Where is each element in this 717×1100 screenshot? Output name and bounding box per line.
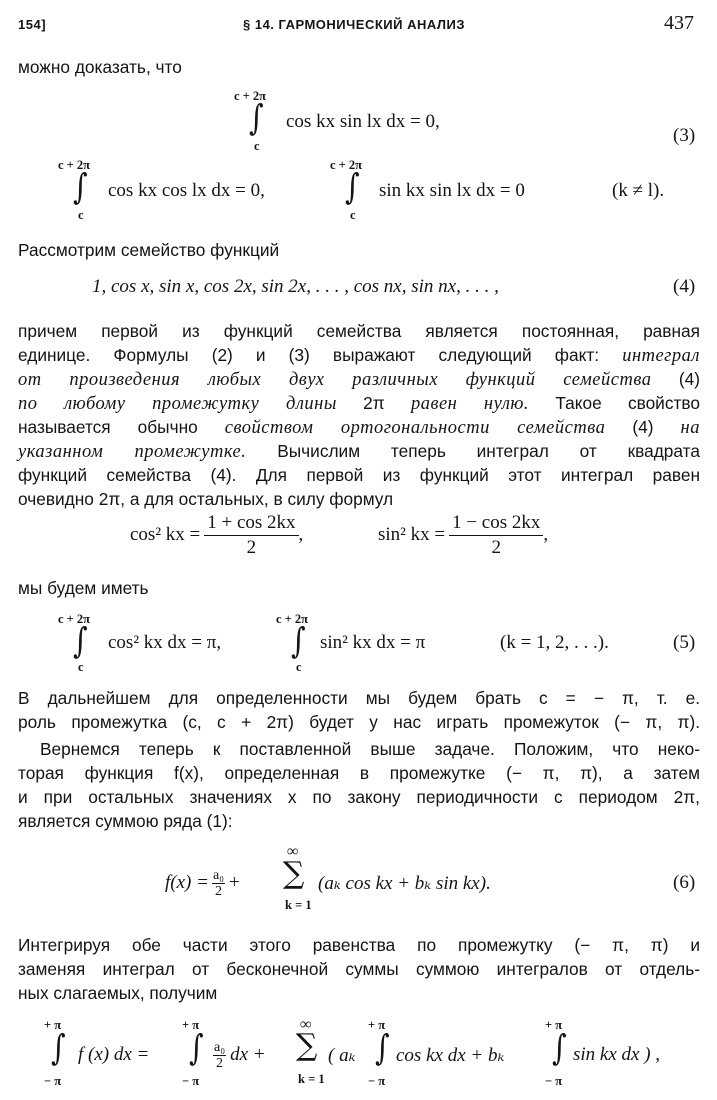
text-line: Вернемся теперь к поставленной выше задаче. Положим, что неко- [40,739,700,759]
sum-sign: ∑ [296,1028,318,1063]
equation-7-term-4: cos kx dx + bₖ [396,1045,505,1066]
equation-5-condition: (k = 1, 2, . . .). [500,632,609,653]
paragraph-orthogonality [18,319,700,511]
text-line: очевидно 2π, а для остальных, в силу формул [18,489,394,509]
text-line: заменяя интеграл от бесконечной суммы суммою интегралов от отдель- [18,959,700,979]
running-head-title: § 14. ГАРМОНИЧЕСКИЙ АНАЛИЗ [243,17,465,32]
equation-3-term-3: sin kx sin lx dx = 0 [379,180,525,201]
integral-sign: ∫ [552,1026,567,1068]
integral-lower-limit: − π [44,1074,62,1088]
text-line: от произведения любых двух различных функций семейства (4) [18,369,700,390]
sum-lower-limit: k = 1 [298,1072,325,1086]
integral-lower-limit: c [350,208,356,222]
equation-7-lhs: f (x) dx = [78,1044,150,1065]
text-line: функций семейства (4). Для первой из функций этот интеграл равен [18,465,700,485]
integral-upper-limit: + π [368,1018,386,1032]
fraction: a₀ 2 [214,1039,226,1071]
running-head-left: 154] [18,17,47,32]
integral-sign: ∫ [249,96,264,138]
text-line: по любому промежутку длины 2π равен нулю. Такое свойство [18,393,700,414]
fraction: $\frac{\text{a₀}}{2}$ [212,867,225,899]
text-line: называется обычно свойством ортогональности семейства (4) на [18,417,700,438]
integral-lower-limit: − π [368,1074,386,1088]
equation-7-term-3: ( aₖ [328,1045,356,1066]
equation-6-body: (aₖ cos kx + bₖ sin kx). [318,873,491,894]
integral-upper-limit: + π [182,1018,200,1032]
equation-6-lhs: f(x) = $\frac{\text{a₀}}{2}$ + [165,867,240,899]
fraction: $\frac{1 + \cos 2kx}{2}$ [204,512,298,559]
integral-upper-limit: c + 2π [58,612,91,626]
equation-5-term-1: cos² kx dx = π, [108,632,222,653]
paragraph-integrating [18,933,700,1005]
text-line: единице. Формулы (2) и (3) выражают следующий факт: интеграл [18,345,700,366]
equation-3-number: (3) [673,125,696,146]
integral-lower-limit: c [78,208,84,222]
equation-3-term-2: cos kx cos lx dx = 0, [108,180,265,201]
paragraph-interval [18,686,700,734]
integral-sign: ∫ [51,1026,66,1068]
paragraph-problem [18,737,700,833]
integral-upper-limit: c + 2π [58,158,91,172]
integral-sign: ∫ [375,1026,390,1068]
text-line: указанном промежутке. Вычислим теперь интеграл от квадрата [18,441,700,462]
equation-3-term-1: cos kx sin lx dx = 0, [286,111,440,132]
equation-5-term-2: sin² kx dx = π [320,632,426,653]
formula-sin-squared: sin² kx = $\frac{1 - \cos 2kx}{2}$ , [378,511,549,558]
text-line: является суммою ряда (1): [18,811,233,831]
integral-sign: ∫ [189,1026,204,1068]
integral-lower-limit: − π [545,1074,563,1088]
text-line: торая функция f(x), определенная в промежутке (− π, π), а затем [18,763,700,783]
integral-upper-limit: + π [44,1018,62,1032]
integral-lower-limit: c [78,660,84,674]
paragraph-family: Рассмотрим семейство функций [18,240,280,260]
integral-upper-limit: c + 2π [276,612,309,626]
paragraph-intro: можно доказать, что [18,57,182,77]
integral-sign: ∫ [291,619,306,661]
integral-lower-limit: c [254,139,260,153]
integral-upper-limit: c + 2π [234,89,267,103]
equation-6-number: (6) [673,872,696,893]
paragraph-we-have: мы будем иметь [18,578,149,598]
integral-sign: ∫ [73,165,88,207]
sum-lower-limit: k = 1 [285,898,312,912]
text-line: роль промежутка (c, c + 2π) будет у нас играть промежуток (− π, π). [18,712,700,732]
text-line: и при остальных значениях x по закону периодичности с периодом 2π, [18,787,700,807]
equation-4: 1, cos x, sin x, cos 2x, sin 2x, . . . , cos nx, sin nx, . . . , [92,276,499,297]
integral-lower-limit: c [296,660,302,674]
text-line: Интегрируя обе части этого равенства по промежутку (− π, π) и [18,935,700,955]
page-number: 437 [664,12,694,34]
text-line: причем первой из функций семейства является постоянная, равная [18,321,700,341]
sum-sign: ∑ [283,856,305,891]
sum-upper-limit: ∞ [300,1016,312,1033]
integral-upper-limit: + π [545,1018,563,1032]
text-line: ных слагаемых, получим [18,983,218,1003]
equation-4-number: (4) [673,276,696,297]
text-line: В дальнейшем для определенности мы будем брать c = − π, т. е. [18,688,700,708]
sum-upper-limit: ∞ [287,843,299,860]
formula-cos-squared: cos² kx = $\frac{1 + \cos 2kx}{2}$ , [130,511,304,558]
equation-7-term-5: sin kx dx ) , [573,1044,661,1065]
equation-7-term-2: a₀ 2 dx + [214,1039,266,1071]
fraction: $\frac{1 - \cos 2kx}{2}$ [449,512,543,559]
equation-5-number: (5) [673,632,696,653]
equation-3-condition: (k ≠ l). [612,180,665,201]
integral-sign: ∫ [73,619,88,661]
integral-upper-limit: c + 2π [330,158,363,172]
integral-sign: ∫ [345,165,360,207]
integral-lower-limit: − π [182,1074,200,1088]
